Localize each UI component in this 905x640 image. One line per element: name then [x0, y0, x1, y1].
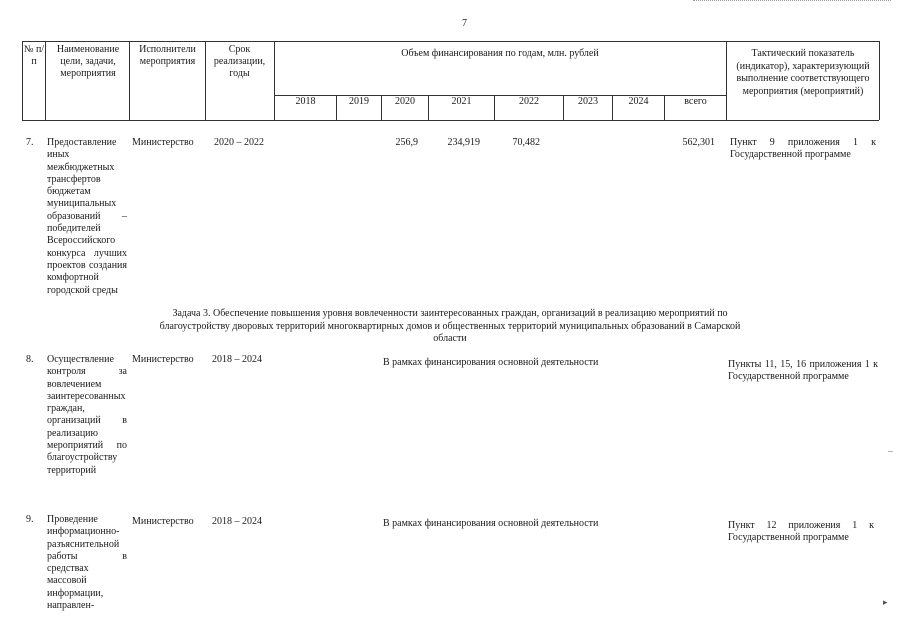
value-2021: 234,919: [447, 137, 480, 148]
header-bottom-border: [22, 120, 879, 121]
grid-line: [129, 41, 130, 120]
header-executor: Исполнители мероприятия: [139, 44, 196, 67]
year-header: 2022: [519, 96, 539, 107]
row-executor: Министерство: [132, 137, 194, 148]
year-header: 2023: [578, 96, 598, 107]
row-indicator: Пункт 12 приложения 1 к Государственной программе: [728, 520, 874, 544]
year-header: 2021: [451, 96, 472, 107]
scan-speck: ‒: [888, 446, 893, 456]
grid-line: [879, 41, 880, 120]
top-border-line: [693, 0, 891, 1]
row-funding-note: В рамках финансирования основной деятельности: [383, 357, 599, 368]
header-num: № п/п: [23, 44, 45, 67]
grid-line: [726, 41, 727, 120]
row-indicator: Пункт 9 приложения 1 к Государственной программе: [730, 137, 876, 161]
value-2020: 256,9: [395, 137, 418, 148]
year-header: 2018: [295, 96, 316, 107]
task-heading: Задача 3. Обеспечение повышения уровня вовлеченности заинтересованных граждан, организаций в реализацию мероприятий по благоустройству дворовых территорий многоквартирных домов и общественных территорий муниципальных образований в Самарской области: [159, 308, 741, 344]
row-indicator: Пункты 11, 15, 16 приложения 1 к Государственной программе: [728, 359, 878, 383]
header-name: Наименование цели, задачи, мероприятия: [56, 44, 120, 79]
row-num: 9.: [26, 514, 34, 525]
grid-line: [274, 41, 275, 120]
year-header: всего: [684, 96, 707, 107]
header-funding: Объем финансирования по годам, млн. рублей: [401, 48, 599, 59]
row-executor: Министерство: [132, 516, 194, 527]
year-header: 2019: [349, 96, 369, 107]
header-term: Срок реализации, годы: [213, 44, 266, 79]
row-funding-note: В рамках финансирования основной деятельности: [383, 518, 599, 529]
row-name: Осуществление контроля за вовлечением заинтересованных граждан, организаций в реализацию мероприятий по благоустройству территорий: [47, 354, 127, 476]
row-num: 7.: [26, 137, 34, 148]
row-term: 2018 – 2024: [212, 516, 262, 527]
row-num: 8.: [26, 354, 34, 365]
header-indicator: Тактический показатель (индикатор), характеризующий выполнение соответствующего мероприятия (мероприятий): [736, 48, 870, 97]
grid-line: [45, 41, 46, 120]
row-term: 2018 – 2024: [212, 354, 262, 365]
row-executor: Министерство: [132, 354, 194, 365]
row-name: Предоставление иных межбюджетных трансфертов бюджетам муниципальных образований – победителей Всероссийского конкурса лучших проектов создания комфортной городской среды: [47, 137, 127, 296]
value-total: 562,301: [682, 137, 715, 148]
header-top-border: [22, 41, 879, 42]
year-header: 2020: [395, 96, 415, 107]
year-header: 2024: [628, 96, 649, 107]
scan-speck: ▸: [883, 597, 888, 607]
value-2022: 70,482: [512, 137, 540, 148]
row-term: 2020 – 2022: [214, 137, 264, 148]
grid-line: [205, 41, 206, 120]
page-number: 7: [462, 18, 467, 29]
row-name: Проведение информационно-разъяснительной работы в средствах массовой информации, направлен-: [47, 514, 127, 612]
